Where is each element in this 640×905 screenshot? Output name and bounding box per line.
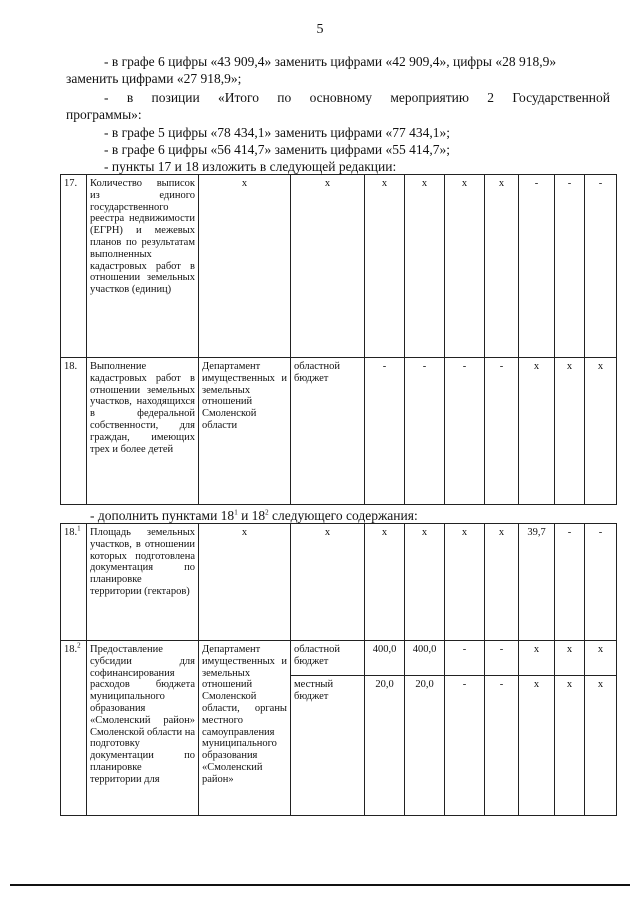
row-value: х xyxy=(445,524,485,641)
row-value: х xyxy=(365,175,405,358)
row-description: Предоставление субсидии для софинансирования расходов бюджета муниципального образования «Смоленский район» Смоленской области на подготовку документации по планировке территории для xyxy=(87,641,199,816)
table-row xyxy=(61,175,617,358)
paragraph-1b: заменить цифрами «27 918,9»; xyxy=(66,71,242,86)
paragraph-5: - пункты 17 и 18 изложить в следующей редакции: xyxy=(104,159,397,174)
row-value: х xyxy=(485,175,519,358)
row-value: х xyxy=(519,676,555,816)
row-value: - xyxy=(555,524,585,641)
row-value: 400,0 xyxy=(365,641,405,676)
row-number xyxy=(61,641,87,816)
row-source: х xyxy=(291,524,365,641)
row-source: областной бюджет xyxy=(291,358,365,505)
row-value: х xyxy=(555,676,585,816)
paragraph-6-text: и 18 xyxy=(237,508,266,523)
row-source: местный бюджет xyxy=(291,676,365,816)
row-source: областной бюджет xyxy=(291,641,365,676)
row-value: х xyxy=(585,358,617,505)
row-executor: х xyxy=(199,175,291,358)
row-value: х xyxy=(485,524,519,641)
row-number: 17. xyxy=(61,175,87,358)
paragraph-2a: - в позиции «Итого по основному мероприятию 2 Государственной xyxy=(104,90,610,105)
row-number: 18. xyxy=(61,358,87,505)
table-items-18-1-18-2 xyxy=(60,523,617,816)
paragraph-6-text: следующего содержания: xyxy=(268,508,418,523)
row-value: - xyxy=(485,676,519,816)
row-value: - xyxy=(365,358,405,505)
bottom-rule xyxy=(10,884,630,886)
row-value: - xyxy=(555,175,585,358)
superscript: 1 xyxy=(77,524,81,533)
page-number: 5 xyxy=(316,22,324,37)
row-value: х xyxy=(519,641,555,676)
table-row xyxy=(61,358,617,505)
paragraph-6 xyxy=(90,507,418,524)
row-description: Выполнение кадастровых работ в отношении земельных участков, находящихся в федеральной собственности, для граждан, имеющих трех и более детей xyxy=(87,358,199,505)
row-value: 20,0 xyxy=(365,676,405,816)
row-number xyxy=(61,524,87,641)
row-value: х xyxy=(365,524,405,641)
paragraph-6-text: - дополнить пунктами 18 xyxy=(90,508,235,523)
row-value: х xyxy=(585,641,617,676)
row-source: х xyxy=(291,175,365,358)
superscript: 2 xyxy=(265,508,269,517)
row-value: 400,0 xyxy=(405,641,445,676)
paragraph-2b: программы»: xyxy=(66,107,142,122)
row-value: х xyxy=(555,358,585,505)
table-items-17-18 xyxy=(60,174,617,505)
row-executor: Департамент имущественных и земельных отношений Смоленской области xyxy=(199,358,291,505)
table-row xyxy=(61,641,617,676)
row-executor: Департамент имущественных и земельных отношений Смоленской области, органы местного самоуправления муниципального образования «Смоленский район» xyxy=(199,641,291,816)
row-description: Количество выписок из единого государственного реестра недвижимости (ЕГРН) и межевых планов по результатам выполненных кадастровых работ в отношении земельных участков (единиц) xyxy=(87,175,199,358)
row-value: - xyxy=(519,175,555,358)
row-number-text: 18. xyxy=(64,527,78,538)
row-value: - xyxy=(445,641,485,676)
paragraph-3: - в графе 5 цифры «78 434,1» заменить цифрами «77 434,1»; xyxy=(104,125,450,140)
row-value: х xyxy=(405,524,445,641)
paragraph-4: - в графе 6 цифры «56 414,7» заменить цифрами «55 414,7»; xyxy=(104,142,450,157)
row-value: 39,7 xyxy=(519,524,555,641)
row-value: - xyxy=(445,358,485,505)
row-value: - xyxy=(485,641,519,676)
row-value: х xyxy=(519,358,555,505)
row-value: - xyxy=(585,524,617,641)
row-value: 20,0 xyxy=(405,676,445,816)
row-value: - xyxy=(485,358,519,505)
row-value: х xyxy=(555,641,585,676)
row-number-text: 18. xyxy=(64,644,78,655)
row-value: - xyxy=(585,175,617,358)
row-value: х xyxy=(585,676,617,816)
row-value: х xyxy=(445,175,485,358)
superscript: 2 xyxy=(77,641,81,650)
row-value: - xyxy=(405,358,445,505)
row-value: х xyxy=(405,175,445,358)
row-description: Площадь земельных участков, в отношении которых подготовлена документация по планировке территории (гектаров) xyxy=(87,524,199,641)
table-row xyxy=(61,524,617,641)
row-value: - xyxy=(445,676,485,816)
superscript: 1 xyxy=(234,508,238,517)
paragraph-1a: - в графе 6 цифры «43 909,4» заменить цифрами «42 909,4», цифры «28 918,9» xyxy=(104,54,557,69)
row-executor: х xyxy=(199,524,291,641)
